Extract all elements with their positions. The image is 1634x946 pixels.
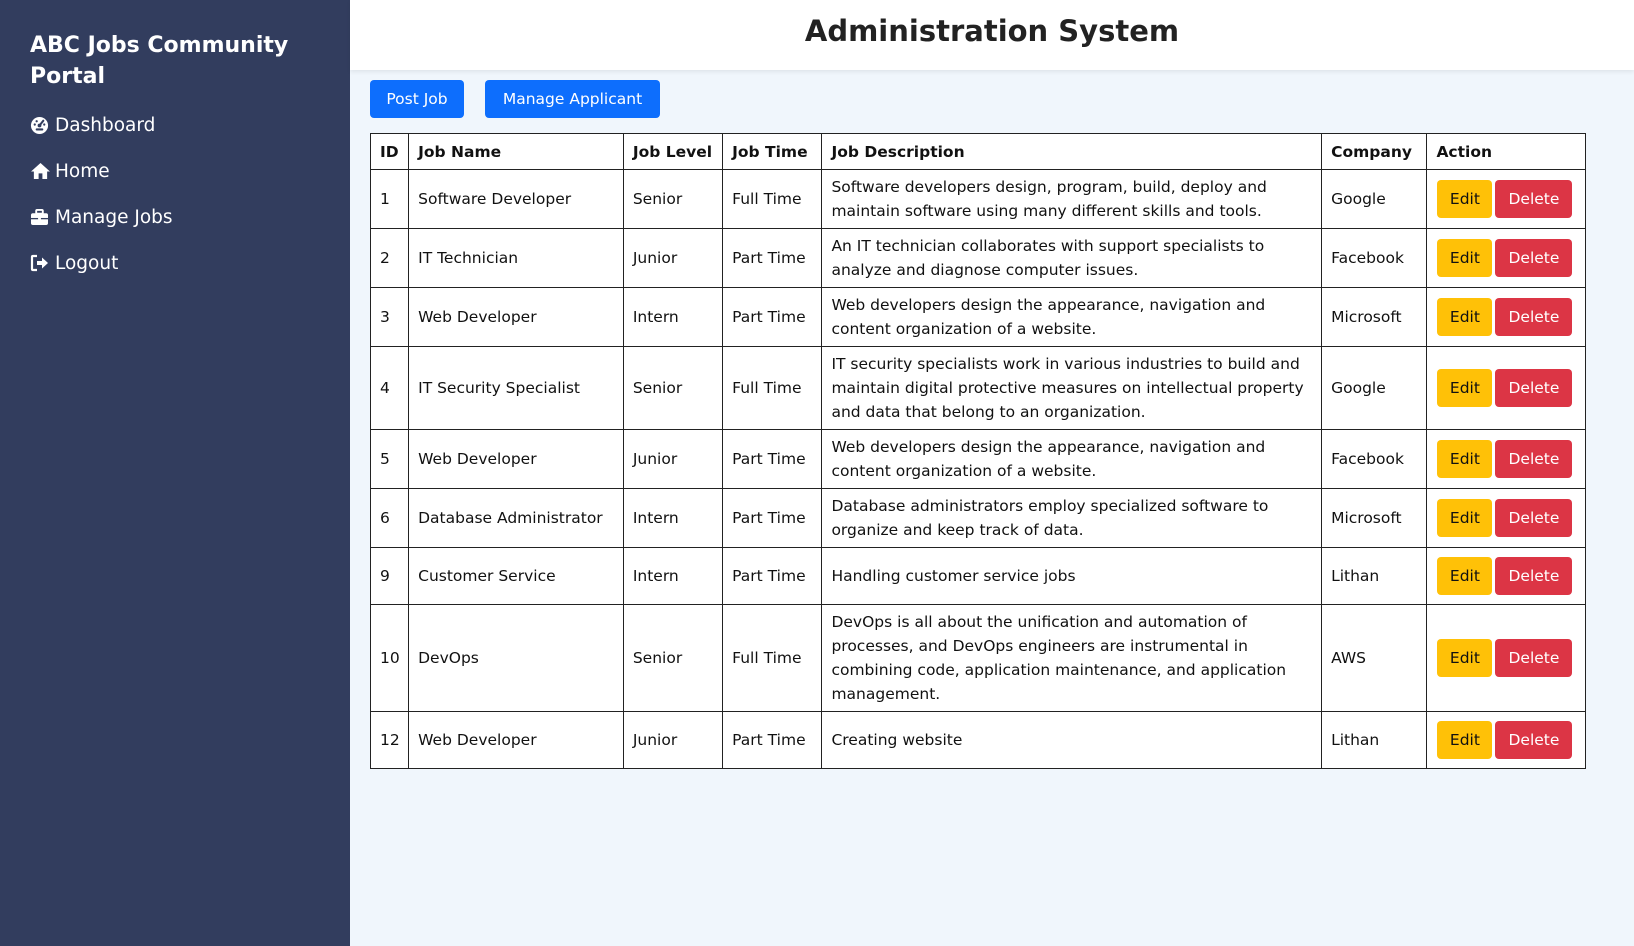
cell-job-description: Database administrators employ specialized software to organize and keep track of data. xyxy=(822,489,1322,548)
cell-job-name: Software Developer xyxy=(409,170,624,229)
cell-action xyxy=(1427,548,1586,605)
cell-job-time: Part Time xyxy=(723,712,822,769)
table-row xyxy=(371,430,1586,489)
cell-id: 12 xyxy=(371,712,409,769)
cell-id: 4 xyxy=(371,347,409,430)
cell-company: Google xyxy=(1322,170,1427,229)
table-row xyxy=(371,605,1586,712)
cell-company: Facebook xyxy=(1322,430,1427,489)
cell-job-level: Junior xyxy=(623,229,722,288)
cell-action xyxy=(1427,605,1586,712)
cell-company: Google xyxy=(1322,347,1427,430)
cell-id: 6 xyxy=(371,489,409,548)
sidebar-item-label: Home xyxy=(55,160,110,182)
cell-action xyxy=(1427,229,1586,288)
sidebar-nav xyxy=(30,112,173,296)
cell-job-description: Software developers design, program, build, deploy and maintain software using many different skills and tools. xyxy=(822,170,1322,229)
cell-job-time: Part Time xyxy=(723,548,822,605)
cell-job-level: Senior xyxy=(623,605,722,712)
table-row xyxy=(371,548,1586,605)
cell-action xyxy=(1427,712,1586,769)
cell-job-time: Part Time xyxy=(723,288,822,347)
column-header-id: ID xyxy=(371,134,409,170)
cell-job-name: Customer Service xyxy=(409,548,624,605)
edit-button[interactable]: Edit xyxy=(1437,639,1492,677)
column-header-company: Company xyxy=(1322,134,1427,170)
cell-job-name: DevOps xyxy=(409,605,624,712)
cell-job-description: IT security specialists work in various industries to build and maintain digital protective measures on intellectual property and data that belong to an organization. xyxy=(822,347,1322,430)
brand-title: ABC Jobs Community Portal xyxy=(30,33,289,89)
cell-company: Microsoft xyxy=(1322,288,1427,347)
table-row xyxy=(371,229,1586,288)
sidebar-item-logout[interactable] xyxy=(30,250,173,276)
delete-button[interactable]: Delete xyxy=(1495,180,1572,218)
cell-action xyxy=(1427,347,1586,430)
edit-button[interactable]: Edit xyxy=(1437,369,1492,407)
cell-action xyxy=(1427,430,1586,489)
delete-button[interactable]: Delete xyxy=(1495,557,1572,595)
edit-button[interactable]: Edit xyxy=(1437,180,1492,218)
cell-job-time: Part Time xyxy=(723,489,822,548)
page-title: Administration System xyxy=(804,14,1180,48)
cell-company: AWS xyxy=(1322,605,1427,712)
cell-action xyxy=(1427,288,1586,347)
table-row xyxy=(371,712,1586,769)
cell-job-description: Web developers design the appearance, navigation and content organization of a website. xyxy=(822,430,1322,489)
cell-job-time: Part Time xyxy=(723,229,822,288)
cell-job-name: Web Developer xyxy=(409,288,624,347)
cell-job-time: Part Time xyxy=(723,430,822,489)
jobs-table xyxy=(370,133,1586,769)
cell-job-description: An IT technician collaborates with support specialists to analyze and diagnose computer issues. xyxy=(822,229,1322,288)
cell-id: 10 xyxy=(371,605,409,712)
cell-action xyxy=(1427,170,1586,229)
cell-company: Lithan xyxy=(1322,548,1427,605)
table-row xyxy=(371,489,1586,548)
post-job-button[interactable]: Post Job xyxy=(370,80,464,118)
edit-button[interactable]: Edit xyxy=(1437,239,1492,277)
cell-company: Facebook xyxy=(1322,229,1427,288)
cell-job-level: Senior xyxy=(623,170,722,229)
cell-action xyxy=(1427,489,1586,548)
column-header-job-name: Job Name xyxy=(409,134,624,170)
column-header-action: Action xyxy=(1427,134,1586,170)
table-header-row xyxy=(371,134,1586,170)
cell-job-level: Intern xyxy=(623,288,722,347)
cell-job-description: Handling customer service jobs xyxy=(822,548,1322,605)
column-header-job-level: Job Level xyxy=(623,134,722,170)
logout-icon xyxy=(30,253,52,273)
home-icon xyxy=(30,161,52,181)
delete-button[interactable]: Delete xyxy=(1495,499,1572,537)
manage-applicant-button[interactable]: Manage Applicant xyxy=(485,80,660,118)
dashboard-icon xyxy=(30,115,52,135)
cell-id: 1 xyxy=(371,170,409,229)
sidebar-item-label: Dashboard xyxy=(55,114,156,136)
cell-job-level: Intern xyxy=(623,548,722,605)
briefcase-icon xyxy=(30,207,52,227)
cell-job-level: Junior xyxy=(623,712,722,769)
cell-job-name: Web Developer xyxy=(409,712,624,769)
cell-job-description: DevOps is all about the unification and automation of processes, and DevOps engineers are instrumental in combining code, application maintenance, and application management. xyxy=(822,605,1322,712)
sidebar-item-manage-jobs[interactable] xyxy=(30,204,173,230)
sidebar xyxy=(0,0,350,946)
column-header-job-description: Job Description xyxy=(822,134,1322,170)
table-row xyxy=(371,288,1586,347)
cell-job-name: IT Technician xyxy=(409,229,624,288)
delete-button[interactable]: Delete xyxy=(1495,298,1572,336)
cell-id: 2 xyxy=(371,229,409,288)
cell-job-name: Database Administrator xyxy=(409,489,624,548)
cell-id: 3 xyxy=(371,288,409,347)
edit-button[interactable]: Edit xyxy=(1437,298,1492,336)
cell-job-description: Creating website xyxy=(822,712,1322,769)
cell-company: Lithan xyxy=(1322,712,1427,769)
cell-job-name: IT Security Specialist xyxy=(409,347,624,430)
cell-job-name: Web Developer xyxy=(409,430,624,489)
sidebar-item-label: Logout xyxy=(55,252,119,274)
cell-job-description: Web developers design the appearance, navigation and content organization of a website. xyxy=(822,288,1322,347)
top-header xyxy=(350,0,1634,70)
table-row xyxy=(371,170,1586,229)
delete-button[interactable]: Delete xyxy=(1495,440,1572,478)
cell-job-time: Full Time xyxy=(723,605,822,712)
cell-job-time: Full Time xyxy=(723,347,822,430)
cell-company: Microsoft xyxy=(1322,489,1427,548)
edit-button[interactable]: Edit xyxy=(1437,440,1492,478)
edit-button[interactable]: Edit xyxy=(1437,721,1492,759)
cell-id: 5 xyxy=(371,430,409,489)
cell-job-time: Full Time xyxy=(723,170,822,229)
edit-button[interactable]: Edit xyxy=(1437,499,1492,537)
delete-button[interactable]: Delete xyxy=(1495,369,1572,407)
edit-button[interactable]: Edit xyxy=(1437,557,1492,595)
cell-job-level: Senior xyxy=(623,347,722,430)
delete-button[interactable]: Delete xyxy=(1495,721,1572,759)
sidebar-item-dashboard[interactable] xyxy=(30,112,173,138)
sidebar-item-home[interactable] xyxy=(30,158,173,184)
cell-job-level: Intern xyxy=(623,489,722,548)
delete-button[interactable]: Delete xyxy=(1495,639,1572,677)
cell-id: 9 xyxy=(371,548,409,605)
cell-job-level: Junior xyxy=(623,430,722,489)
table-row xyxy=(371,347,1586,430)
sidebar-item-label: Manage Jobs xyxy=(55,206,173,228)
column-header-job-time: Job Time xyxy=(723,134,822,170)
delete-button[interactable]: Delete xyxy=(1495,239,1572,277)
